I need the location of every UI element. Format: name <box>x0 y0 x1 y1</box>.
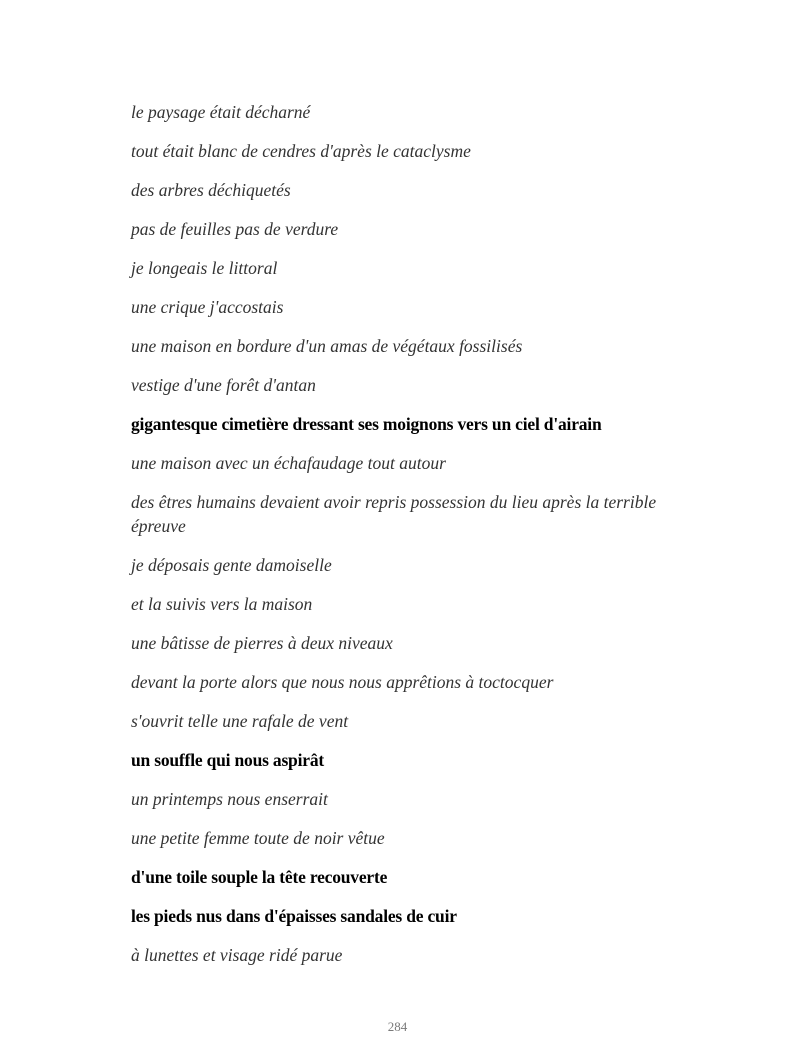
poem-line: une bâtisse de pierres à deux niveaux <box>131 633 393 653</box>
page-number: 284 <box>387 1019 408 1034</box>
poem-line-emphasis: un souffle qui nous aspirât <box>131 750 324 770</box>
poem-line-emphasis: les pieds nus dans d'épaisses sandales de cuir <box>131 906 457 926</box>
poem-line: et la suivis vers la maison <box>131 594 313 614</box>
poem-line: une maison en bordure d'un amas de végétaux fossilisés <box>131 336 523 356</box>
poem-line: je longeais le littoral <box>131 258 278 278</box>
poem-line: des êtres humains devaient avoir repris possession du lieu après la terrible épreuve <box>131 492 657 536</box>
poem-line: un printemps nous enserrait <box>131 789 328 809</box>
poem-line: vestige d'une forêt d'antan <box>131 375 316 395</box>
poem-line-emphasis: d'une toile souple la tête recouverte <box>131 867 388 887</box>
poem-line: une maison avec un échafaudage tout autour <box>131 453 446 473</box>
poem-line: s'ouvrit telle une rafale de vent <box>131 711 349 731</box>
poem-line: je déposais gente damoiselle <box>131 555 332 575</box>
poem-line: une petite femme toute de noir vêtue <box>131 828 385 848</box>
poem-line: le paysage était décharné <box>131 102 311 122</box>
poem-line: à lunettes et visage ridé parue <box>131 945 343 965</box>
poem-line: une crique j'accostais <box>131 297 284 317</box>
poem-text <box>131 100 676 982</box>
poem-line-emphasis: gigantesque cimetière dressant ses moignons vers un ciel d'airain <box>131 414 602 434</box>
poem-line: devant la porte alors que nous nous apprêtions à toctocquer <box>131 672 554 692</box>
poem-line: tout était blanc de cendres d'après le cataclysme <box>131 141 471 161</box>
poem-line: des arbres déchiquetés <box>131 180 291 200</box>
poem-line: pas de feuilles pas de verdure <box>131 219 339 239</box>
